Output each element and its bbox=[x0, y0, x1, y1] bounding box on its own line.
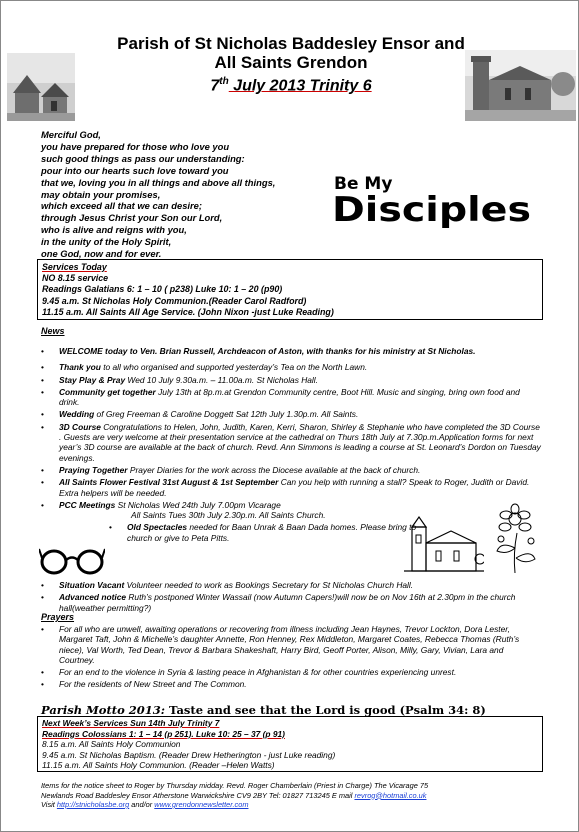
service-line: 9.45 a.m. St Nicholas Holy Communion.(Reader Carol Radford) bbox=[42, 295, 307, 306]
prayer-line: one God, now and for ever. bbox=[41, 248, 162, 260]
spectacles-icon bbox=[39, 543, 105, 577]
prayer-line: which exceed all that we can desire; bbox=[41, 200, 203, 212]
footer-line: Items for the notice sheet to Roger by Thursday midday. Revd. Roger Chamberlain (Priest in Charge) The Vicarage 75 bbox=[41, 781, 429, 790]
prayer-item: • For all who are unwell, awaiting operations or recovering from illness including Jean Haynes, Trevor Lockton, Dora Lester, Margaret Taft, John & Michelle’s daughter Annette, Ron Henney, Rex Middleton, Margaret Coates, Rebecca Thomas (Ruth’s niece), Val Worth, Ted Dean, Trevor & Barbara Shakeshaft, Harry Bird, Geoff Porter, Alison, Milly, Gary, Vivian, Lara and Courtney. bbox=[41, 624, 541, 665]
services-today-box bbox=[37, 259, 543, 320]
website-link-stnicholas[interactable]: http://stnicholasbe.org bbox=[56, 800, 130, 809]
prayers-list bbox=[41, 624, 541, 692]
website-link-grendon[interactable]: www.grendonnewsletter.com bbox=[154, 800, 249, 809]
footer-line: Newlands Road Baddesley Ensor Atherstone Warwickshire CV9 2BY Tel: 01827 713245 E mail revrog@hotmail.co.uk bbox=[41, 790, 427, 800]
prayer-line: that we, loving you in all things and above all things, bbox=[41, 176, 276, 188]
news-item: • Wedding of Greg Freeman & Caroline Doggett Sat 12th July 1.30p.m. All Saints. bbox=[41, 409, 541, 419]
news-item: • PCC Meetings St Nicholas Wed 24th July 7.00pm Vicarage All Saints Tues 30th July 2.30p.m. All Saints Church. bbox=[41, 500, 541, 521]
prayer-item: • For the residents of New Street and The Common. bbox=[41, 679, 541, 689]
prayer-line: pour into our hearts such love toward you bbox=[41, 164, 229, 176]
footer-line: Visit http://stnicholasbe.org and/or www.grendonnewsletter.com bbox=[41, 800, 249, 809]
next-week-heading: Next Week’s Services Sun 14th July Trinity 7 bbox=[42, 718, 220, 728]
service-line: Readings Galatians 6: 1 – 10 ( p238) Luke 10: 1 – 20 (p90) bbox=[42, 284, 283, 295]
news-list-continued bbox=[41, 580, 541, 615]
logo-line2: Disciples bbox=[332, 190, 531, 228]
prayer-line: such good things as pass our understanding: bbox=[41, 152, 245, 164]
parish-title-line1: Parish of St Nicholas Baddesley Ensor and bbox=[117, 34, 465, 53]
prayer-line: may obtain your promises, bbox=[41, 188, 161, 200]
next-week-line: 8.15 a.m. All Saints Holy Communion bbox=[42, 739, 181, 750]
sheet-date: 7th July 2013 Trinity 6 bbox=[210, 76, 372, 95]
prayer-line: in the unity of the Holy Spirit, bbox=[41, 236, 172, 248]
prayer-line: you have prepared for those who love you bbox=[41, 140, 230, 152]
service-line: 11.15 a.m. All Saints All Age Service. (John Nixon -just Luke Reading) bbox=[42, 306, 334, 317]
news-item: • WELCOME today to Ven. Brian Russell, Archdeacon of Aston, with thanks for his ministry at St Nicholas. bbox=[41, 346, 541, 356]
collect-prayer bbox=[41, 129, 275, 260]
next-week-services-box bbox=[37, 716, 543, 772]
next-week-line: 11.15 a.m. All Saints Holy Communion. (Reader –Helen Watts) bbox=[42, 760, 275, 771]
parish-title-line2: All Saints Grendon bbox=[214, 53, 368, 72]
church-drawing bbox=[404, 513, 484, 575]
be-my-disciples-logo bbox=[332, 172, 531, 228]
service-line: NO 8.15 service bbox=[42, 273, 109, 284]
news-item: • Advanced notice Ruth’s postponed Winter Wassail (now Autumn Capers!)will now be on Nov 16th at 2.30pm in the church hall(weather permitting?) bbox=[41, 592, 541, 613]
email-link[interactable]: revrog@hotmail.co.uk bbox=[354, 790, 427, 800]
prayer-line: through Jesus Christ your Son our Lord, bbox=[41, 212, 223, 224]
prayer-line: who is alive and reigns with you, bbox=[41, 224, 187, 236]
news-item: • 3D Course Congratulations to Helen, John, Judith, Karen, Kerri, Sharon, Shirley & Stephanie who have completed the 3D Course . Guests are very welcome at their presentation service at the cathedral on Thurs 18th July at 7.30p.m.Application forms for next year’s 3D course are available at the back of church. Revd. Ann Simmons is leading a course at St. Leonard’s Dordon on Tuesday evenings. bbox=[41, 422, 541, 463]
news-item: • Community get together July 13th at 8p.m.at Grendon Community centre, Boot Hill. Music and singing, bring own food and drink. bbox=[41, 387, 541, 408]
next-week-line: 9.45 a.m. St Nicholas Baptism. (Reader Drew Hetherington - just Luke reading) bbox=[42, 749, 336, 760]
news-item: • Situation Vacant Volunteer needed to work as Bookings Secretary for St Nicholas Church Hall. bbox=[41, 580, 541, 590]
news-item: • Thank you to all who organised and supported yesterday’s Tea on the North Lawn. bbox=[41, 362, 541, 372]
footer-contact bbox=[41, 781, 551, 810]
news-item: • All Saints Flower Festival 31st August & 1st September Can you help with running a stall? Speak to Roger, Judith or David. Extra helpers will be needed. bbox=[41, 477, 541, 498]
flower-drawing bbox=[489, 503, 541, 575]
prayers-heading: Prayers bbox=[41, 612, 75, 622]
services-today-heading: Services Today bbox=[42, 262, 107, 272]
news-item: • Stay Play & Pray Wed 10 July 9.30a.m. – 11.00a.m. St Nicholas Hall. bbox=[41, 375, 541, 385]
parish-motto: Parish Motto 2013: Taste and see that the Lord is good (Psalm 34: 8) bbox=[41, 703, 486, 717]
prayer-line: Merciful God, bbox=[41, 129, 101, 140]
news-heading: News bbox=[41, 326, 65, 336]
prayer-item: • For an end to the violence in Syria & lasting peace in Afghanistan & for other countries experiencing unrest. bbox=[41, 667, 541, 677]
news-item-spectacles: • Old Spectacles needed for Baan Unrak & Baan Dada homes. Please bring to church or give to Peta Pitts. bbox=[109, 522, 417, 543]
logo-line1: Be My bbox=[334, 174, 393, 194]
next-week-readings: Readings Colossians 1: 1 – 14 (p 251). Luke 10: 25 – 37 (p 91) bbox=[42, 728, 285, 739]
news-item: • Praying Together Prayer Diaries for the work across the Diocese available at the back of church. bbox=[41, 465, 541, 475]
